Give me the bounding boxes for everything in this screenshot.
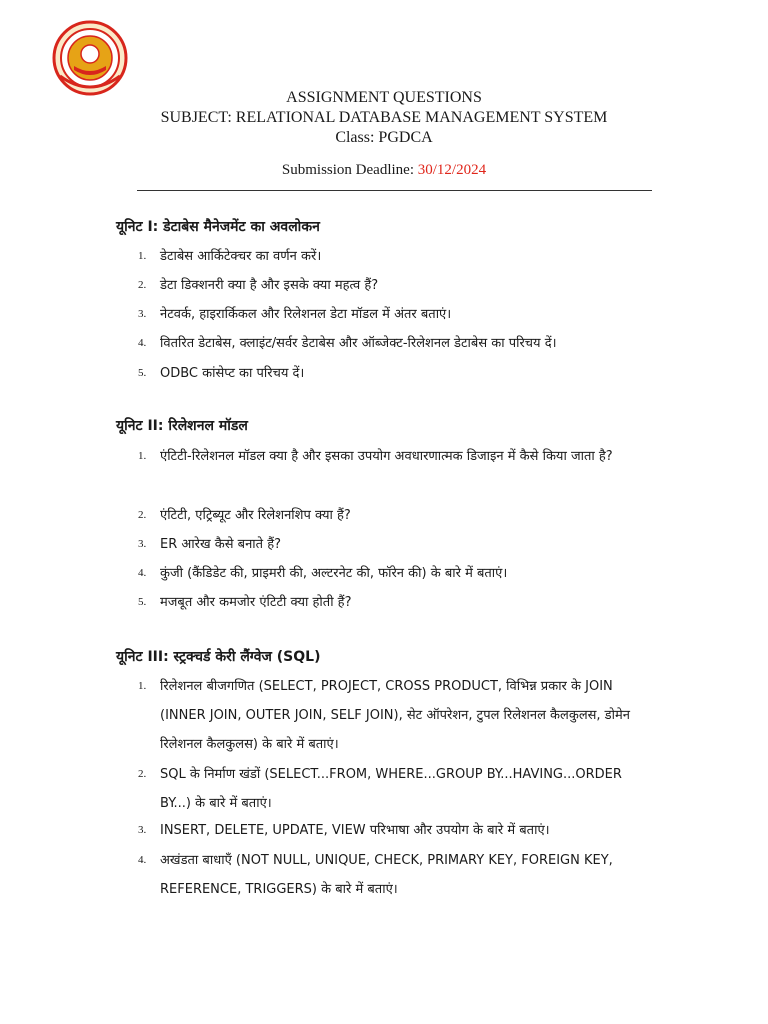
- assignment-title: ASSIGNMENT QUESTIONS: [286, 89, 482, 106]
- unit-1-title: यूनिट I: डेटाबेस मैनेजमेंट का अवलोकन: [116, 219, 320, 235]
- item-text: SQL के निर्माण खंडों (SELECT...FROM, WHERE...GROUP BY...HAVING...ORDER BY...) के बारे में बताएं।: [160, 767, 622, 811]
- subject-line: SUBJECT: RELATIONAL DATABASE MANAGEMENT SYSTEM: [160, 109, 608, 126]
- item-text: मजबूत और कमजोर एंटिटी क्या होती हैं?: [160, 595, 352, 610]
- item-number: 2.: [138, 509, 147, 521]
- item-text: एंटिटी, एट्रिब्यूट और रिलेशनशिप क्या हैं?: [160, 508, 351, 523]
- list-item: [138, 271, 648, 300]
- list-item: [138, 501, 648, 530]
- item-number: 1.: [138, 450, 147, 462]
- header-divider: [137, 190, 652, 191]
- list-item: [138, 672, 648, 759]
- item-number: 2.: [138, 279, 147, 291]
- list-item: [138, 359, 648, 388]
- item-number: 4.: [138, 337, 147, 349]
- item-text: अखंडता बाधाएँ (NOT NULL, UNIQUE, CHECK, PRIMARY KEY, FOREIGN KEY, REFERENCE, TRIGGERS) के बारे में बताएं।: [160, 853, 613, 897]
- item-text: ER आरेख कैसे बनाते हैं?: [160, 537, 282, 552]
- list-item: [138, 329, 648, 358]
- list-item: [138, 760, 648, 818]
- item-number: 1.: [138, 680, 147, 692]
- item-text: INSERT, DELETE, UPDATE, VIEW परिभाषा और उपयोग के बारे में बताएं।: [160, 823, 550, 838]
- list-item: [138, 300, 648, 329]
- list-item: [138, 846, 648, 904]
- class-line: Class: PGDCA: [335, 129, 433, 146]
- item-text: कुंजी (कैंडिडेट की, प्राइमरी की, अल्टरनेट की, फॉरेन की) के बारे में बताएं।: [160, 566, 508, 581]
- item-number: 1.: [138, 250, 147, 262]
- list-item: [138, 242, 648, 271]
- item-number: 3.: [138, 308, 147, 320]
- item-number: 2.: [138, 768, 147, 780]
- item-number: 5.: [138, 596, 147, 608]
- deadline-label: Submission Deadline:: [281, 162, 418, 178]
- item-number: 5.: [138, 367, 147, 379]
- unit-3-title: यूनिट III: स्ट्रक्चर्ड केरी लैंग्वेज (SQL): [116, 649, 321, 665]
- unit-2-title: यूनिट II: रिलेशनल मॉडल: [116, 418, 248, 434]
- list-item: [138, 816, 648, 845]
- item-text: एंटिटी-रिलेशनल मॉडल क्या है और इसका उपयोग अवधारणात्मक डिजाइन में कैसे किया जाता है?: [160, 449, 613, 464]
- item-text: नेटवर्क, हाइरार्किकल और रिलेशनल डेटा मॉडल में अंतर बताएं।: [160, 307, 452, 322]
- item-number: 3.: [138, 824, 147, 836]
- list-item: [138, 442, 648, 471]
- item-number: 4.: [138, 567, 147, 579]
- item-number: 4.: [138, 854, 147, 866]
- item-text: डेटाबेस आर्किटेक्चर का वर्णन करें।: [160, 249, 322, 264]
- deadline-value: 30/12/2024: [417, 162, 487, 178]
- item-text: ODBC कांसेप्ट का परिचय दें।: [160, 366, 305, 381]
- list-item: [138, 588, 648, 617]
- item-number: 3.: [138, 538, 147, 550]
- item-text: वितरित डेटाबेस, क्लाइंट/सर्वर डेटाबेस और ऑब्जेक्ट-रिलेशनल डेटाबेस का परिचय दें।: [160, 336, 557, 351]
- item-text: रिलेशनल बीजगणित (SELECT, PROJECT, CROSS PRODUCT, विभिन्न प्रकार के JOIN (INNER JOIN, OUTER JOIN, SELF JOIN), सेट ऑपरेशन, टुपल रिलेशनल कैलकुलस, डोमेन रिलेशनल कैलकुलस) के बारे में बताएं।: [160, 679, 630, 752]
- submission-deadline: [0, 160, 768, 180]
- list-item: [138, 530, 648, 559]
- list-item: [138, 559, 648, 588]
- item-text: डेटा डिक्शनरी क्या है और इसके क्या महत्व हैं?: [160, 278, 379, 293]
- university-seal-logo: [52, 20, 128, 96]
